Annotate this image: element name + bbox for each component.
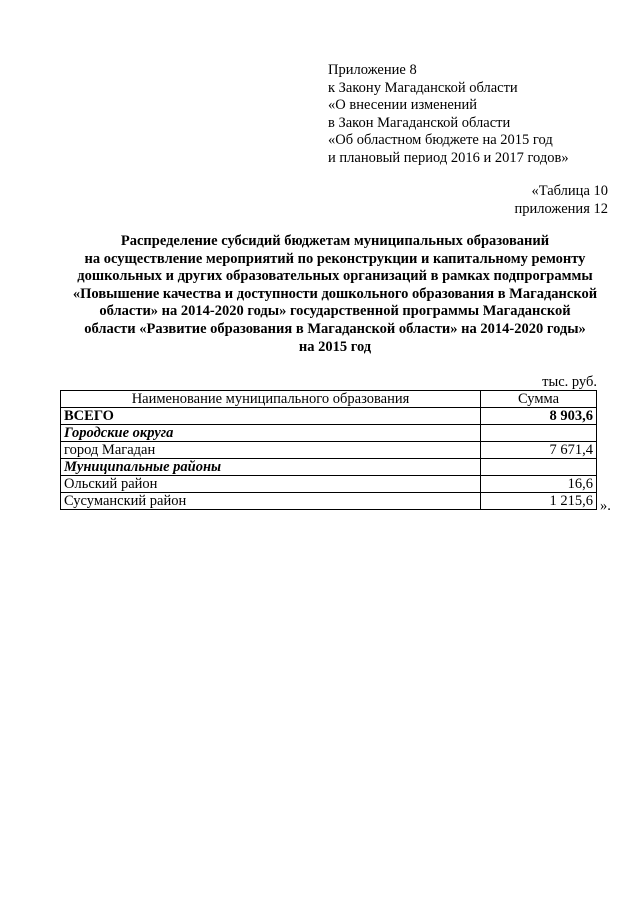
appendix-line: к Закону Магаданской области	[328, 79, 518, 96]
group-row	[61, 459, 597, 476]
column-header-name: Наименование муниципального образования	[61, 391, 481, 408]
row-name: Сусуманский район	[61, 493, 481, 510]
title-line: на 2015 год	[298, 338, 372, 355]
row-name: город Магадан	[61, 442, 481, 459]
title-line: области «Развитие образования в Магаданской области» на 2014-2020 годы»	[84, 320, 586, 337]
table-row	[61, 493, 597, 510]
row-name: Ольский район	[61, 476, 481, 493]
column-header-sum: Сумма	[480, 391, 596, 408]
title-line: на осуществление мероприятий по реконструкции и капитальному ремонту	[84, 250, 586, 267]
total-row	[61, 408, 597, 425]
group-sum	[480, 425, 596, 442]
closing-quote: ».	[600, 498, 611, 514]
group-row	[61, 425, 597, 442]
title-line: Распределение субсидий бюджетам муниципальных образований	[120, 233, 550, 249]
group-name: Городские округа	[61, 425, 481, 442]
appendix-line: Приложение 8	[328, 62, 417, 78]
group-sum	[480, 459, 596, 476]
table-row	[61, 442, 597, 459]
group-name: Муниципальные районы	[61, 459, 481, 476]
row-sum: 16,6	[480, 476, 596, 493]
appendix-line: в Закон Магаданской области	[328, 114, 511, 131]
table-reference-line: приложения 12	[514, 200, 608, 217]
unit-label: тыс. руб.	[542, 374, 597, 390]
table-header-row	[61, 391, 597, 408]
table-reference	[515, 183, 608, 218]
row-sum: 1 215,6	[480, 493, 596, 510]
subsidy-table	[60, 390, 597, 510]
appendix-line: и плановый период 2016 и 2017 годов»	[328, 149, 569, 166]
appendix-header	[328, 62, 569, 168]
document-title	[58, 233, 612, 356]
table-row	[61, 476, 597, 493]
title-line: области» на 2014-2020 годы» государственной программы Магаданской	[99, 303, 571, 320]
total-sum: 8 903,6	[480, 408, 596, 425]
title-line: дошкольных и других образовательных организаций в рамках подпрограммы	[77, 268, 593, 285]
title-line: «Повышение качества и доступности дошкольного образования в Магаданской	[72, 285, 598, 302]
appendix-line: «Об областном бюджете на 2015 год	[328, 132, 553, 149]
table-reference-line: «Таблица 10	[531, 183, 608, 199]
row-sum: 7 671,4	[480, 442, 596, 459]
total-name: ВСЕГО	[61, 408, 481, 425]
appendix-line: «О внесении изменений	[328, 97, 478, 114]
